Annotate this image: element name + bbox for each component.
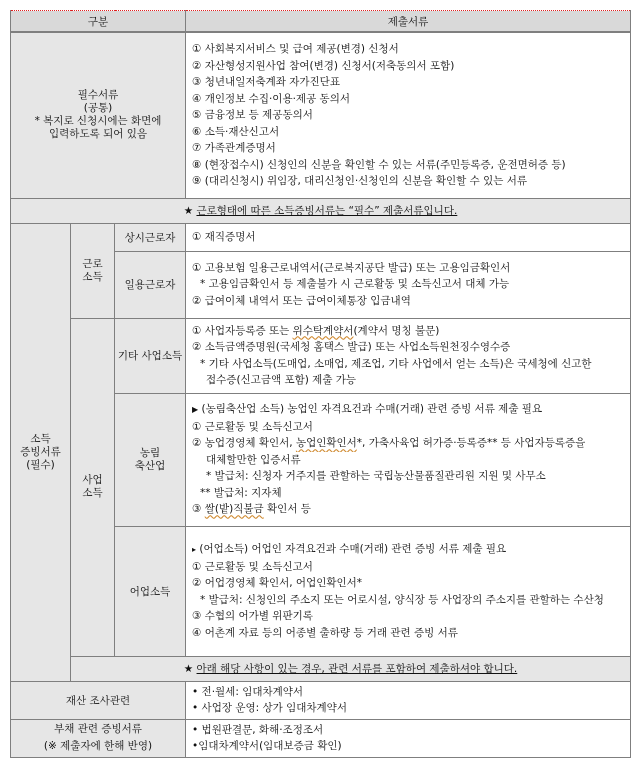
fishery-docs: [186, 526, 631, 656]
list-item: [192, 541, 624, 559]
list-item: ⑥ 소득·재산신고서: [192, 125, 280, 138]
list-item: ④ 어촌계 자료 등의 어종별 출하량 등 거래 관련 증빙 서류: [192, 626, 458, 639]
labor-income-label-line: 근로: [82, 257, 103, 270]
list-item-text: (농림축산업 소득) 농업인 자격요건과 수매(거래) 관련 증빙 서류 제출 필요: [201, 403, 543, 416]
list-item: •임대차계약서(임대보증금 확인): [192, 740, 342, 752]
list-note: * 발급처: 신청자 거주지를 관할하는 국립농산물품질관리원 지원 및 사무소: [206, 470, 546, 483]
list-item: [192, 435, 624, 452]
daily-worker-docs: [186, 251, 631, 318]
list-item: ② 급여이체 내역서 또는 급여이체통장 입금내역: [192, 294, 411, 307]
list-item: ② 자산형성지원사업 참여(변경) 신청서(저축동의서 포함): [192, 59, 455, 72]
list-item-text: *, 가축사육업 허가증·등록증** 등 사업자등록증을: [356, 437, 586, 450]
farm-label: [115, 393, 186, 526]
list-item-text: 농업인확인서: [295, 437, 357, 450]
list-item: • 전·월세: 임대차계약서: [192, 685, 304, 698]
list-item-text: (계약서 명칭 불문): [353, 324, 440, 337]
list-item-text: (어업소득) 어업인 자격요건과 수매(거래) 관련 증빙 서류 제출 필요: [199, 543, 507, 555]
farm-docs: [186, 393, 631, 526]
list-item-text: ③: [192, 503, 205, 516]
regular-worker-docs: [186, 223, 631, 251]
list-item-text: 쌀(밭)직불금: [204, 503, 264, 516]
labor-income-label-line: 소득: [82, 270, 103, 283]
required-documents-list: [186, 32, 631, 198]
header-documents: 제출서류: [186, 11, 631, 33]
list-item: 대체할만한 입증서류: [206, 453, 301, 466]
other-business-label: 기타 사업소득: [115, 318, 186, 393]
list-item-text: ① 사업자등록증 또는: [192, 324, 293, 337]
other-business-row: [11, 318, 631, 393]
required-note: * 복지로 신청시에는 화면에: [34, 115, 162, 128]
income-proof-label-line: 증빙서류: [20, 445, 61, 458]
regular-worker-label: 상시근로자: [115, 223, 186, 251]
required-title: 필수서류: [77, 89, 119, 102]
list-item: [192, 323, 624, 340]
labor-income-label: [71, 223, 115, 318]
property-docs: [186, 681, 631, 719]
required-documents-row: [11, 32, 631, 198]
list-item: ⑦ 가족관계증명서: [192, 142, 276, 154]
other-business-docs: [186, 318, 631, 393]
additional-notice-text: 아래 해당 사항이 있는 경우, 관련 서류를 포함하여 제출하셔야 합니다.: [196, 663, 518, 675]
header-category: 구분: [11, 11, 186, 33]
additional-notice-banner: [11, 656, 631, 681]
income-proof-label: [11, 223, 71, 681]
debt-label: [11, 719, 186, 757]
star-icon: ★: [183, 663, 194, 675]
list-item: ③ 청년내일저축계좌 자가진단표: [192, 76, 340, 88]
list-item: ④ 개인정보 수집·이용·제공 동의서: [192, 92, 350, 105]
list-item: ⑧ (현장접수시) 신청인의 신분을 확인할 수 있는 서류(주민등록증, 운전면허증 등): [192, 158, 566, 171]
daily-worker-label: 일용근로자: [115, 251, 186, 318]
list-note: ** 발급처: 지자체: [200, 486, 282, 499]
list-item: ① 근로활동 및 소득신고서: [192, 420, 313, 433]
debt-label-line: 부채 관련 증빙서류: [54, 723, 142, 735]
list-note: * 기타 사업소득(도매업, 소매업, 제조업, 기타 사업에서 얻는 소득)은 국세청에 신고한: [200, 357, 592, 370]
list-item: ② 소득금액증명원(국세청 홈택스 발급) 또는 사업소득원천징수영수증: [192, 341, 511, 353]
list-item: [192, 501, 624, 518]
required-note: 입력하도록 되어 있음: [49, 128, 147, 141]
list-note: * 고용임금확인서 등 제출불가 시 근로활동 및 소득신고서 대체 가능: [200, 278, 510, 291]
list-item: ① 고용보험 일용근로내역서(근로복지공단 발급) 또는 고용임금확인서: [192, 261, 511, 274]
property-label: 재산 조사관련: [11, 681, 186, 719]
debt-docs: [186, 719, 631, 757]
list-item-text: 확인서 등: [263, 503, 311, 516]
list-item: ① 사회복지서비스 및 급여 제공(변경) 신청서: [192, 43, 399, 55]
income-proof-label-line: 소득: [30, 432, 51, 445]
income-proof-label-line: (필수): [26, 458, 55, 471]
business-income-label: [71, 318, 115, 656]
list-note: * 발급처: 신청인의 주소지 또는 어로시설, 양식장 등 사업장의 주소지를 관할하는 수산청: [200, 593, 604, 606]
regular-worker-row: [11, 223, 631, 251]
income-notice-text: 근로형태에 따른 소득증빙서류는 “필수” 제출서류입니다.: [196, 205, 458, 217]
income-notice-banner: [11, 198, 631, 223]
property-row: [11, 681, 631, 719]
business-income-label-line: 소득: [82, 487, 103, 499]
bullet-icon: ▶: [192, 405, 199, 415]
star-icon: ★: [183, 205, 194, 217]
list-item: ① 근로활동 및 소득신고서: [192, 560, 313, 573]
required-documents-label: [11, 32, 186, 198]
list-item: ② 어업경영체 확인서, 어업인확인서*: [192, 577, 363, 589]
list-note: 접수증(신고금액 포함) 제출 가능: [206, 374, 357, 386]
list-item-text: 위수탁계약서: [292, 324, 354, 337]
table-header-row: [11, 11, 631, 33]
document-requirements-table: [10, 10, 631, 758]
list-item: ⑨ (대리신청시) 위임장, 대리신청인·신청인의 신분을 확인할 수 있는 서류: [192, 175, 528, 187]
bullet-icon: ▸: [192, 545, 197, 554]
farm-label-line: 축산업: [134, 459, 166, 472]
list-item: ⑤ 금융정보 등 제공동의서: [192, 109, 313, 121]
list-item: ① 재직증명서: [192, 230, 256, 243]
list-item: • 사업장 운영: 상가 임대차계약서: [192, 702, 347, 714]
fishery-label: 어업소득: [115, 526, 186, 656]
required-sub: (공통): [83, 102, 113, 115]
farm-label-line: 농림: [139, 446, 161, 459]
business-income-label-line: 사업: [82, 474, 103, 486]
list-item: ③ 수협의 어가별 위판기록: [192, 610, 313, 622]
list-item-text: ② 농업경영체 확인서,: [192, 437, 296, 450]
list-item: [192, 401, 624, 419]
debt-row: [11, 719, 631, 757]
list-item: • 법원판결문, 화해·조정조서: [192, 723, 324, 736]
debt-label-line: (※ 제출자에 한해 반영): [43, 740, 153, 752]
